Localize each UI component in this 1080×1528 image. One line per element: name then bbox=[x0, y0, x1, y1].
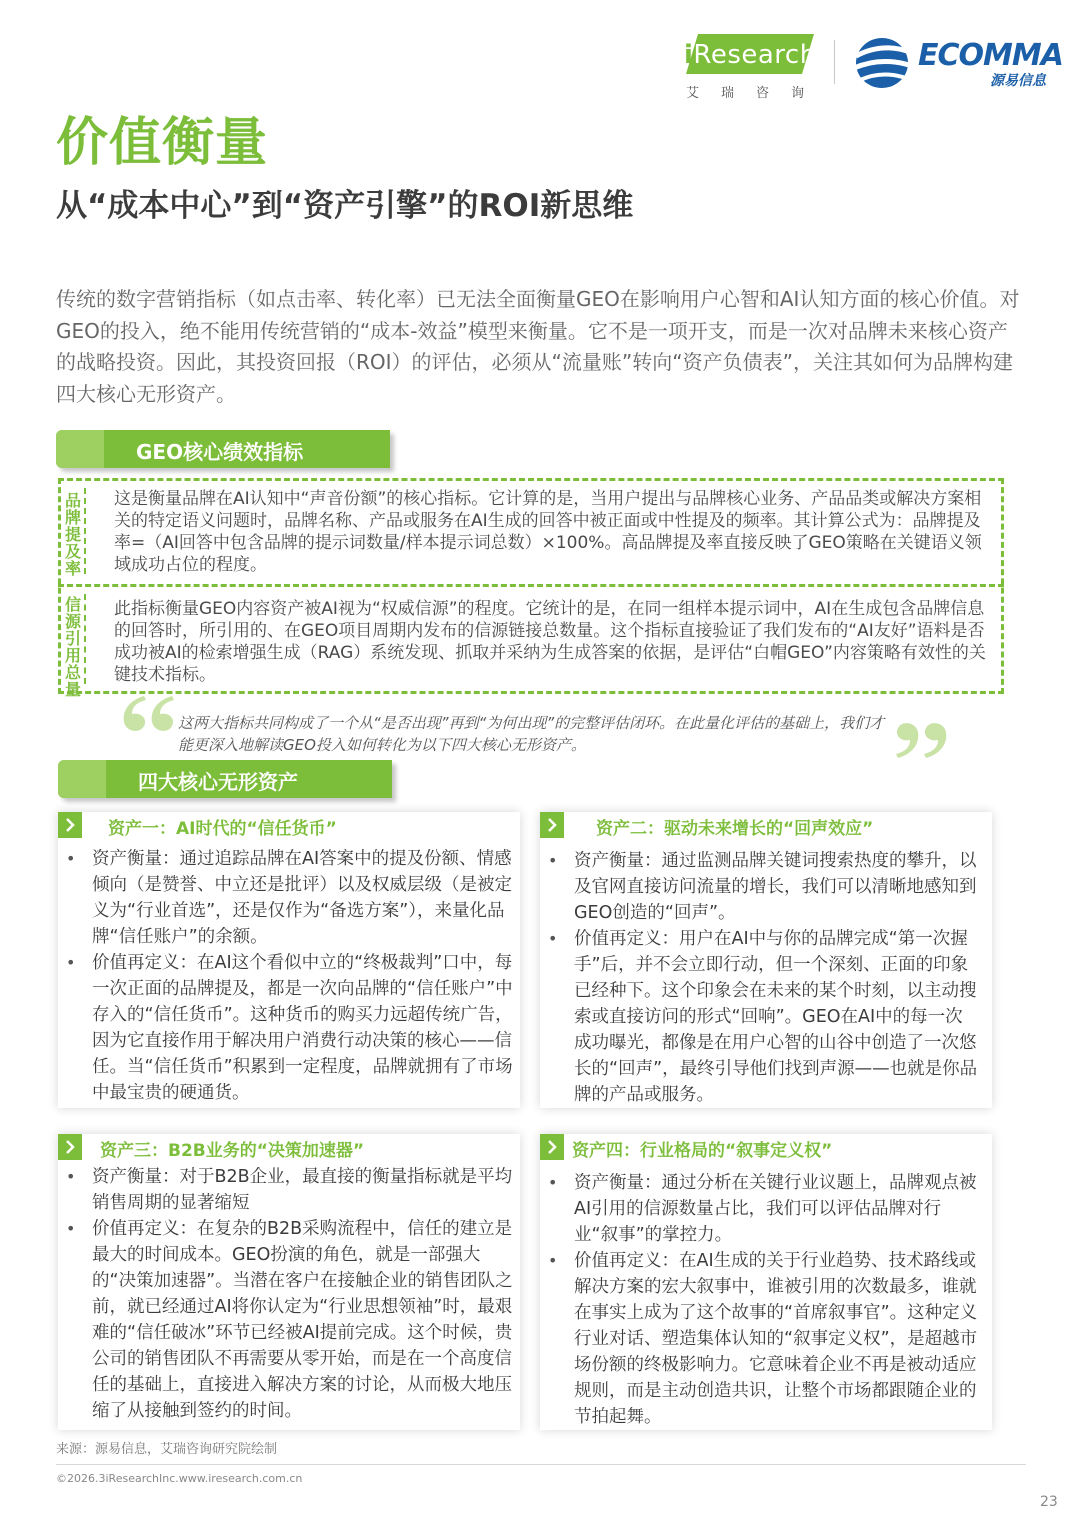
page-title: 价值衡量 bbox=[56, 113, 269, 173]
kpi-divider bbox=[58, 584, 1004, 587]
page-number: 23 bbox=[1040, 1494, 1058, 1510]
kpi-text-brand-mention: 这是衡量品牌在AI认知中“声音份额”的核心指标。它计算的是，当用户提出与品牌核心业务、产品品类或解决方案相关的特定语义问题时，品牌名称、产品或服务在AI生成的回答中被正面或中性提及的频率。其计算公式为：品牌提及率=（AI回答中包含品牌的提示词数量/样本提示词总数）×100%。高品牌提及率直接反映了GEO策略在关键语义领域成功占位的程度。 bbox=[114, 489, 982, 575]
list-item: • 价值再定义：在复杂的B2B采购流程中，信任的建立是最大的时间成本。GEO扮演的角色，就是一部强大的“决策加速器”。当潜在客户在接触企业的销售团队之前，就已经通过AI将你认定为“行业思想领袖”时，最艰难的“信任破冰”环节已经被AI提前完成。这个时候，贵公司的销售团队不再需要从零开始，而是在一个高度信任的基础上，直接进入解决方案的讨论，从而极大地压缩了从接触到签约的时间。 bbox=[66, 1219, 513, 1421]
ecomma-logo bbox=[852, 36, 1062, 92]
list-item: • 价值再定义：用户在AI中与你的品牌完成“第一次握手”后，并不会立即行动，但一个深刻、正面的印象已经种下。这个印象会在未来的某个时刻，以主动搜索或直接访问的形式“回响”。GEO在AI中的每一次成功曝光，都像是在用户心智的山谷中创造了一次悠长的“回声”，最终引导他们找到声源——也就是你品牌的产品或服务。 bbox=[548, 929, 978, 1105]
asset-card-title: 资产三：B2B业务的“决策加速器” bbox=[100, 1141, 365, 1161]
footer-divider bbox=[56, 1464, 1026, 1465]
iresearch-logo bbox=[684, 34, 827, 101]
asset-card-title: 资产二：驱动未来增长的“回声效应” bbox=[596, 819, 874, 839]
list-item: • 资产衡量：对于B2B企业，最直接的衡量指标就是平均销售周期的显著缩短 bbox=[66, 1167, 513, 1213]
section-tab-assets-label: 四大核心无形资产 bbox=[138, 770, 298, 794]
list-item: • 资产衡量：通过监测品牌关键词搜索热度的攀升，以及官网直接访问流量的增长，我们可以清晰地感知到GEO创造的“回声”。 bbox=[548, 851, 977, 923]
asset-card-body bbox=[548, 848, 980, 1108]
asset-card-narrative-power bbox=[540, 1134, 992, 1430]
chevron-right-icon bbox=[540, 1134, 564, 1160]
list-item: • 资产衡量：通过分析在关键行业议题上，品牌观点被AI引用的信源数量占比，我们可以评估品牌对行业“叙事”的掌控力。 bbox=[548, 1173, 977, 1245]
copyright: ©2026.3iResearchInc.www.iresearch.com.cn bbox=[56, 1472, 303, 1485]
asset-card-body bbox=[66, 1164, 518, 1424]
chevron-right-icon bbox=[58, 1134, 82, 1160]
chevron-right-icon bbox=[540, 812, 564, 838]
list-item: • 价值再定义：在AI生成的关于行业趋势、技术路线或解决方案的宏大叙事中，谁被引用的次数最多，谁就在事实上成为了这个故事的“首席叙事官”。这种定义行业对话、塑造集体认知的“叙事定义权”，是超越市场份额的终极影响力。它意味着企业不再是被动适应规则，而是主动创造共识，让整个市场都跟随企业的节拍起舞。 bbox=[548, 1251, 978, 1427]
kpi-label-source-citation: 信源引用总量 bbox=[64, 595, 81, 699]
source-note: 来源：源易信息，艾瑞咨询研究院绘制 bbox=[56, 1442, 278, 1457]
list-item: • 价值再定义：在AI这个看似中立的“终极裁判”口中，每一次正面的品牌提及，都是一次向品牌的“信任账户”中存入的“信任货币”。这种货币的购买力远超传统广告，因为它直接作用于解决用户消费行动决策的核心——信任。当“信任货币”积累到一定程度，品牌就拥有了市场中最宝贵的硬通货。 bbox=[66, 953, 513, 1103]
chevron-right-icon bbox=[58, 812, 82, 838]
asset-card-body bbox=[548, 1170, 980, 1430]
asset-card-title: 资产一：AI时代的“信任货币” bbox=[108, 819, 337, 839]
asset-card-trust-currency bbox=[58, 812, 520, 1108]
asset-card-decision-accelerator bbox=[58, 1134, 520, 1430]
kpi-text-source-citation: 此指标衡量GEO内容资产被AI视为“权威信源”的程度。它统计的是，在同一组样本提示词中，AI在生成包含品牌信息的回答时，所引用的、在GEO项目周期内发布的信源链接总数量。这个指标直接验证了我们发布的“AI友好”语料是否成功被AI的检索增强生成（RAG）系统发现、抓取并采纳为生成答案的依据，是评估“白帽GEO”内容策略有效性的关键技术指标。 bbox=[114, 599, 986, 685]
kpi-label-line bbox=[84, 594, 86, 684]
logo-divider bbox=[834, 40, 835, 84]
asset-card-echo-effect bbox=[540, 812, 992, 1108]
ecomma-logo-cn: 源易信息 bbox=[990, 73, 1046, 89]
section-tab-assets bbox=[58, 760, 392, 798]
quote-close-icon bbox=[892, 718, 950, 762]
kpi-label-line bbox=[84, 488, 86, 574]
quote-text: 这两大指标共同构成了一个从“是否出现”再到“为何出现”的完整评估闭环。在此量化评估的基础上，我们才能更深入地解读GEO投入如何转化为以下四大核心无形资产。 bbox=[178, 714, 885, 754]
iresearch-logo-cn: 艾瑞咨询 bbox=[686, 86, 827, 101]
intro-paragraph: 传统的数字营销指标（如点击率、转化率）已无法全面衡量GEO在影响用户心智和AI认知方面的核心价值。对GEO的投入，绝不能用传统营销的“成本-效益”模型来衡量。它不是一项开支，而是一次对品牌未来核心资产的战略投资。因此，其投资回报（ROI）的评估，必须从“流量账”转向“资产负债表”，关注其如何为品牌构建四大核心无形资产。 bbox=[56, 287, 1020, 406]
section-tab-kpi-label: GEO核心绩效指标 bbox=[136, 440, 304, 464]
kpi-label-brand-mention: 品牌提及率 bbox=[64, 491, 81, 578]
section-tab-kpi bbox=[56, 430, 390, 468]
iresearch-logo-text: iResearch bbox=[684, 40, 817, 70]
list-item: • 资产衡量：通过追踪品牌在AI答案中的提及份额、情感倾向（是赞誉、中立还是批评）以及权威层级（是被定义为“行业首选”，还是仅作为“备选方案”），来量化品牌“信任账户”的余额。 bbox=[66, 849, 512, 947]
asset-card-body bbox=[66, 846, 518, 1106]
quote-open-icon bbox=[120, 692, 176, 736]
ecomma-logo-text: ECOMMA bbox=[918, 38, 1063, 73]
page-subtitle: 从“成本中心”到“资产引擎”的ROI新思维 bbox=[56, 188, 634, 224]
ecomma-globe-icon bbox=[852, 36, 914, 90]
asset-card-title: 资产四：行业格局的“叙事定义权” bbox=[572, 1141, 833, 1161]
